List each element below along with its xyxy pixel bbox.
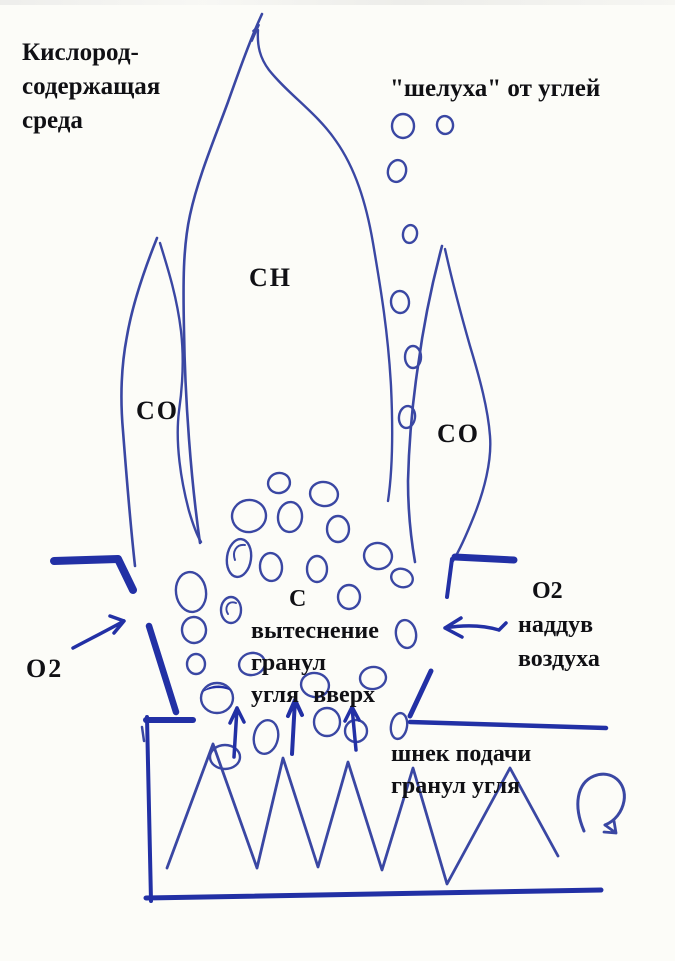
- label-oxygen-medium: [22, 36, 160, 138]
- label-co-right: CO: [437, 419, 480, 448]
- label-line: угля вверх: [251, 682, 376, 708]
- right-air-arrow: [445, 618, 506, 637]
- label-line: наддув: [518, 612, 594, 638]
- label-screw-feed: [391, 738, 531, 802]
- label-line: гранул: [251, 650, 326, 676]
- label-line: C: [289, 586, 307, 612]
- label-line: воздуха: [518, 646, 600, 672]
- left-air-inlet-wall: [54, 559, 193, 741]
- right-flame-tongue: [408, 246, 490, 562]
- label-line: O2: [532, 578, 563, 604]
- label-line: шнек подачи: [391, 741, 532, 767]
- husk-trail-bubbles: [385, 114, 454, 429]
- label-line: вытеснение: [251, 618, 379, 644]
- label-co-left: CO: [136, 396, 179, 425]
- label-line: гранул угля: [391, 773, 521, 799]
- label-o2-left: O2: [26, 654, 64, 683]
- label-displacement: [251, 583, 379, 711]
- label-line: среда: [22, 107, 83, 134]
- label-line: содержащая: [22, 73, 161, 100]
- label-air-blast: [518, 574, 600, 676]
- rotation-arrow-icon: [578, 774, 625, 833]
- label-husk-from-coals: "шелуха" от углей: [390, 75, 601, 102]
- label-line: Кислород-: [22, 39, 139, 66]
- label-ch: CH: [249, 263, 292, 292]
- left-air-arrow: [73, 616, 124, 648]
